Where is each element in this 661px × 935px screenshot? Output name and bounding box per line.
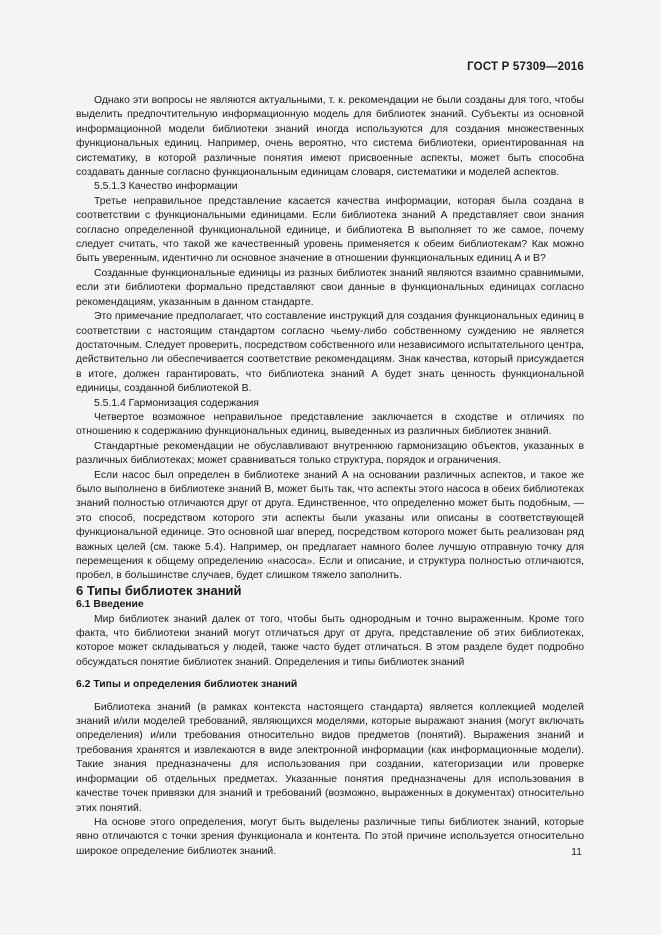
standard-header: ГОСТ Р 57309—2016: [467, 61, 584, 73]
paragraph: Созданные функциональные единицы из разных библиотек знаний являются взаимно сравнимыми, если эти библиотеки формально представляют свои данные в функциональных единицах согласно рекомендациям, указанным в данном стандарте.: [76, 267, 584, 308]
paragraph: Однако эти вопросы не являются актуальными, т. к. рекомендации не были созданы для того, чтобы выделить предпочтительную информационную модель для библиотек знаний. Субъекты из основной информационной модели библиотеки знаний иногда используются для создания множественных функциональных единиц. Например, очень вероятно, что система библиотеки, ориентированная на систематику, в которой различные понятия имеют присвоенные аспекты, может быть способна создавать данные согласно функциональным единицам словаря, систематики и моделей аспектов.: [76, 95, 584, 179]
subsection-heading: 5.5.1.3 Качество информации: [94, 181, 238, 193]
paragraph: Мир библиотек знаний далек от того, чтобы быть однородным и точно выраженным. Кроме того факта, что библиотеки знаний могут отличаться друг от друга, представление об этих библиотеках, которое может складываться у людей, также часто будет отличаться. В этом разделе будет подробно обсуждаться понятие библиотек знаний. Определения и типы библиотек знаний: [76, 613, 584, 668]
paragraph: Если насос был определен в библиотеке знаний А на основании различных аспектов, и такое же было выполнено в библиотеке знаний В, может быть так, что аспекты этого насоса в обеих библиотеках знаний полностью отличаются друг от друга. Единственное, что определенно может быть подобным, — это способ, посредством которого эти аспекты были указаны или описаны в соответствующей функциональной единице. Это основной шаг вперед, посредством которого может быть реализован ряд важных целей (см. также 5.4). Например, он предлагает намного более лучшую отправную точку для перемещения к общему определению «насоса». Если и описание, и структура полностью отличаются, пробел, в большинстве случаев, будет слишком тяжело заполнить.: [76, 469, 584, 582]
subsection-title: 6.1 Введение: [76, 599, 144, 611]
paragraph: Это примечание предполагает, что составление инструкций для создания функциональных единиц в соответствии с настоящим стандартом согласно чьему-либо собственному суждению не является достаточным. Следует проверить, посредством собственного или независимого испытательного центра, действительно ли обеспечивается соответствие рекомендациям. Знак качества, который присуждается в итоге, должен гарантировать, что библиотека знаний А будет знать ценность функциональной единицы, созданной библиотекой В.: [76, 311, 584, 395]
paragraph: Стандартные рекомендации не обуславливают внутреннюю гармонизацию объектов, указанных в различных библиотеках; может сравниваться только структура, порядок и ограничения.: [76, 440, 584, 467]
section-title: 6 Типы библиотек знаний: [76, 582, 242, 598]
page-number: 11: [571, 846, 582, 858]
subsection-heading: 5.5.1.4 Гармонизация содержания: [94, 397, 259, 409]
document-body: [76, 94, 584, 859]
subsection-title: 6.2 Типы и определения библиотек знаний: [76, 679, 298, 691]
paragraph: Третье неправильное представление касается качества информации, которая была создана в соответствии с функциональными единицами. Если библиотека знаний А представляет свои знания согласно определенной функциональной единице, и библиотека В выполняет то же самое, почему следует считать, что такой же качественный уровень применяется к обеим библиотекам? Как можно быть уверенным, идентично ли основное значение в отношении функциональных единиц А и В?: [76, 195, 584, 265]
paragraph: Четвертое возможное неправильное представление заключается в сходстве и отличиях по отношению к содержанию функциональных единиц, выведенных из различных библиотек знаний.: [76, 411, 584, 438]
paragraph: Библиотека знаний (в рамках контекста настоящего стандарта) является коллекцией моделей знаний и/или моделей требований, являющихся моделями, которые выражают знания (могут включать определения) и/или требования относительно видов предметов (понятий). Выражения знаний и требования хранятся и извлекаются в виде электронной информации (как информационные модели). Такие знания предназначены для использования при создании, категоризации или проверке информации об отдельных предметах. Указанные понятия предназначены для использования в качестве точек привязки для знаний и требований (возможно, выраженных в документах) относительно этих понятий.: [76, 701, 584, 814]
paragraph: На основе этого определения, могут быть выделены различные типы библиотек знаний, которые явно отличаются с точки зрения функционала и контента. По этой причине используется относительно широкое определение библиотек знаний.: [76, 816, 584, 857]
